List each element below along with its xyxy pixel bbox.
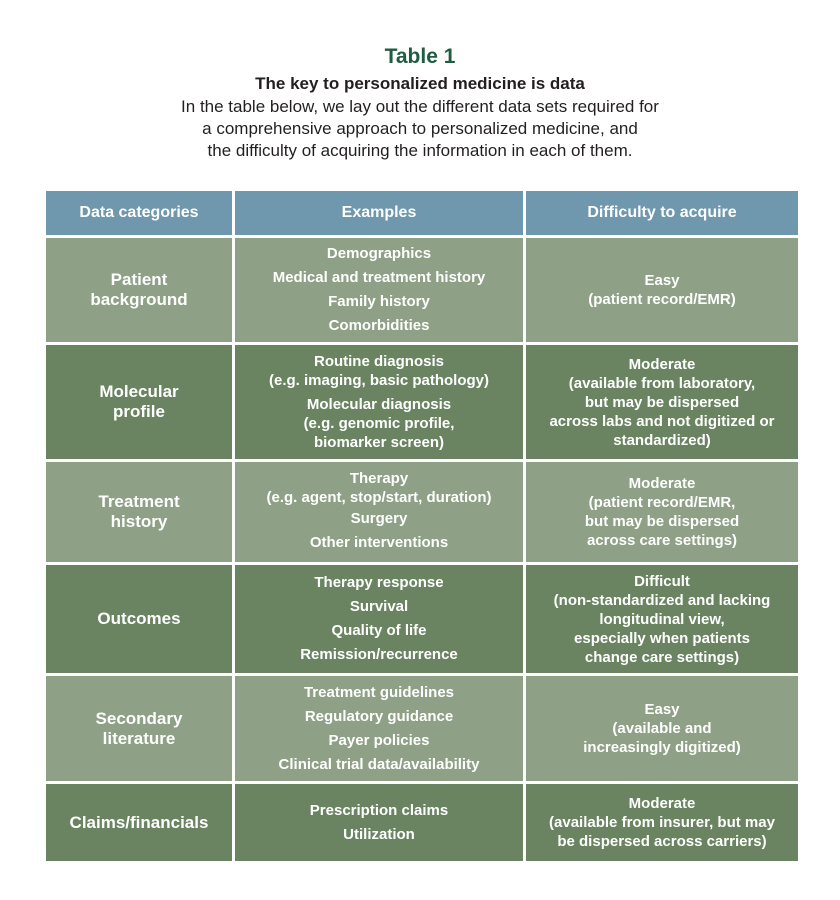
example-item: (e.g. imaging, basic pathology): [268, 372, 490, 389]
difficulty-cell: [525, 564, 800, 675]
example-item: Prescription claims: [309, 801, 449, 819]
table-row-outcomes: [45, 564, 800, 675]
example-item: (e.g. genomic profile,: [303, 415, 455, 432]
difficulty-text: change care settings): [584, 648, 740, 666]
data-sets-table: [43, 188, 801, 864]
difficulty-text: Moderate: [628, 355, 696, 373]
example-item: Therapy: [349, 470, 409, 487]
difficulty-text: (available from insurer, but may: [549, 814, 775, 831]
difficulty-text: especially when patients: [574, 629, 750, 647]
example-item: Survival: [349, 598, 409, 615]
examples-cell: [234, 564, 525, 675]
difficulty-text: Easy: [644, 701, 680, 718]
example-item: Utilization: [343, 825, 415, 843]
difficulty-text: Easy: [644, 272, 680, 289]
difficulty-text: increasingly digitized): [583, 739, 741, 756]
difficulty-text: longitudinal view,: [599, 610, 725, 628]
examples-cell: [234, 344, 525, 461]
table-title: Table 1: [384, 45, 456, 68]
category-text: Patient: [110, 270, 168, 289]
category-text: Outcomes: [97, 609, 181, 628]
difficulty-text: but may be dispersed: [584, 393, 740, 411]
example-item: Routine diagnosis: [313, 353, 444, 370]
table-row-molecular-profile: [45, 344, 800, 461]
example-item: Demographics: [326, 245, 432, 262]
category-text: literature: [102, 728, 176, 748]
difficulty-cell: [525, 237, 800, 344]
examples-cell: [234, 461, 525, 564]
category-cell: [45, 675, 234, 783]
example-item: biomarker screen): [313, 434, 445, 451]
intro-paragraph: [0, 96, 840, 162]
example-item: Treatment guidelines: [303, 683, 455, 701]
example-item: Molecular diagnosis: [306, 396, 452, 413]
table-subtitle: The key to personalized medicine is data: [255, 74, 585, 93]
intro-line: a comprehensive approach to personalized medicine, and: [202, 119, 638, 138]
category-text: profile: [113, 402, 165, 421]
difficulty-cell: [525, 344, 800, 461]
difficulty-cell: [525, 675, 800, 783]
difficulty-cell: [525, 461, 800, 564]
difficulty-text: (available and: [612, 720, 712, 737]
example-item: Payer policies: [328, 731, 430, 749]
table-row-treatment-history: [45, 461, 800, 564]
difficulty-text: (non-standardized and lacking: [553, 591, 771, 609]
example-item: (e.g. agent, stop/start, duration): [266, 489, 492, 506]
table-row-secondary-literature: [45, 675, 800, 783]
category-cell: [45, 344, 234, 461]
column-header-data-categories: Data categories: [45, 190, 234, 237]
difficulty-text: across labs and not digitized or: [549, 412, 775, 430]
table-header-row: [45, 190, 800, 237]
example-item: Clinical trial data/availability: [278, 755, 480, 773]
example-item: Therapy response: [314, 574, 444, 591]
difficulty-text: Difficult: [634, 572, 690, 590]
difficulty-cell: [525, 783, 800, 863]
example-item: Surgery: [350, 510, 408, 527]
category-text: background: [90, 290, 188, 309]
category-text: history: [110, 512, 168, 531]
difficulty-text: Moderate: [628, 795, 696, 812]
example-item: Quality of life: [331, 622, 427, 639]
example-item: Regulatory guidance: [304, 707, 454, 725]
category-text: Treatment: [98, 492, 180, 511]
category-text: Secondary: [95, 708, 183, 728]
table-row-claims-financials: [45, 783, 800, 863]
intro-line: the difficulty of acquiring the information in each of them.: [207, 141, 633, 160]
column-header-difficulty: Difficulty to acquire: [525, 190, 800, 237]
examples-cell: [234, 783, 525, 863]
difficulty-text: Moderate: [628, 475, 696, 492]
difficulty-text: standardized): [613, 431, 711, 449]
difficulty-text: but may be dispersed: [584, 513, 740, 530]
column-header-examples: Examples: [234, 190, 525, 237]
table-caption: [0, 44, 840, 162]
difficulty-text: (patient record/EMR): [588, 291, 736, 308]
category-cell: [45, 237, 234, 344]
category-cell: [45, 461, 234, 564]
difficulty-text: be dispersed across carriers): [557, 833, 767, 850]
examples-cell: [234, 675, 525, 783]
example-item: Comorbidities: [328, 317, 430, 334]
example-item: Other interventions: [309, 534, 449, 551]
table-row-patient-background: [45, 237, 800, 344]
example-item: Family history: [328, 293, 430, 310]
difficulty-text: (patient record/EMR,: [588, 494, 736, 511]
intro-line: In the table below, we lay out the different data sets required for: [181, 97, 659, 116]
examples-cell: [234, 237, 525, 344]
category-text: Claims/financials: [69, 812, 209, 832]
category-text: Molecular: [99, 382, 179, 401]
category-cell: [45, 564, 234, 675]
difficulty-text: (available from laboratory,: [568, 374, 756, 392]
difficulty-text: across care settings): [586, 532, 738, 549]
example-item: Medical and treatment history: [272, 269, 486, 286]
category-cell: [45, 783, 234, 863]
example-item: Remission/recurrence: [300, 646, 458, 663]
